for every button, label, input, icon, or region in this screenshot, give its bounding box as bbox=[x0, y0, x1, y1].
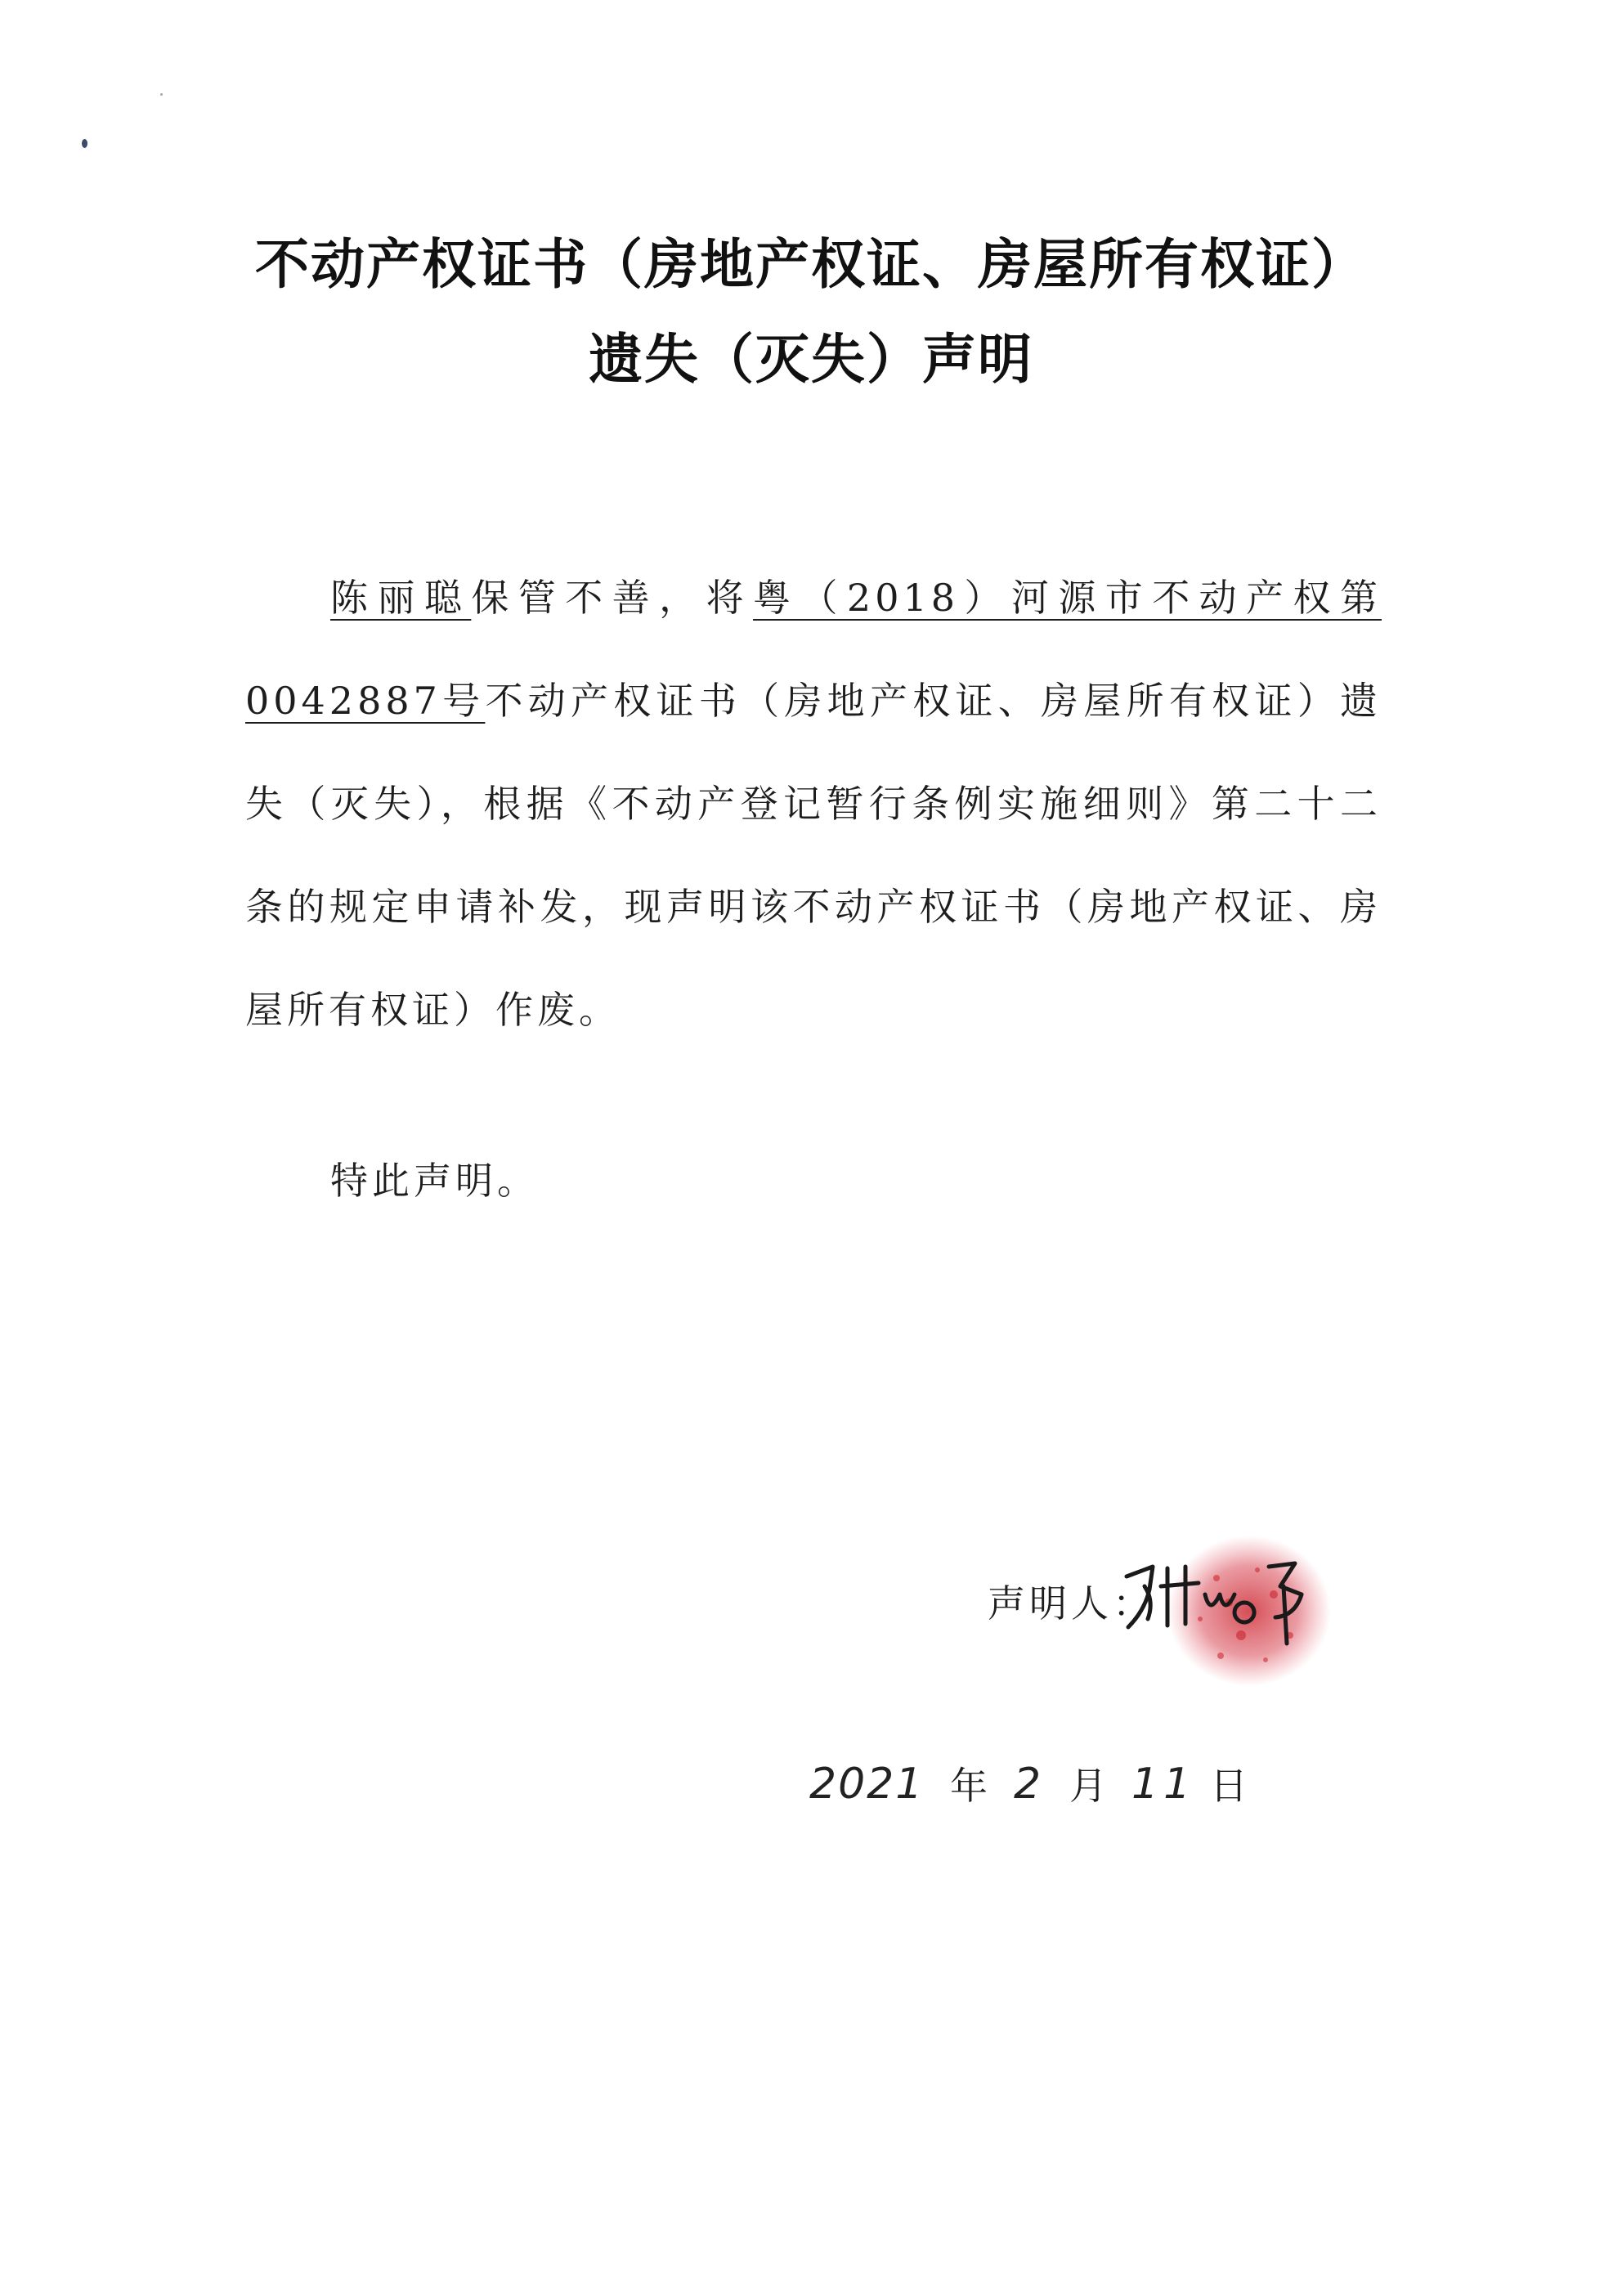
handwritten-signature bbox=[1120, 1537, 1333, 1652]
certificate-number: 粤（2018）河源市不动产权第0042887号 bbox=[245, 576, 1382, 723]
date-year-label: 年 bbox=[950, 1764, 988, 1808]
date-year-handwritten: 2021 bbox=[809, 1760, 925, 1809]
document-title-line1: 不动产权证书（房地产权证、房屋所有权证） bbox=[255, 233, 1367, 296]
scan-speck bbox=[160, 93, 163, 96]
declaration-date bbox=[809, 1742, 1267, 1832]
body-text-segment: 保管不善，将 bbox=[471, 576, 754, 620]
date-day-label: 日 bbox=[1210, 1764, 1248, 1808]
document-title-line2: 遗失（灭失）声明 bbox=[589, 328, 1033, 391]
body-text-segment: 不动产权证书（房地产权证、房屋所有权证）遗失（灭失），根据《不动产登记暂行条例实施细则》第二十二条的规定申请补发，现声明该不动产权证书（房地产权证、房屋所有权证）作废。 bbox=[245, 679, 1382, 1032]
date-month-label: 月 bbox=[1069, 1764, 1107, 1808]
declarant-label: 声明人： bbox=[988, 1581, 1154, 1626]
declaration-body bbox=[245, 546, 1382, 1061]
owner-name: 陈丽聪 bbox=[330, 576, 472, 620]
date-day-handwritten: 11 bbox=[1131, 1760, 1196, 1809]
scan-speck bbox=[82, 139, 87, 148]
date-month-handwritten: 2 bbox=[1014, 1760, 1042, 1809]
closing-statement: 特此声明。 bbox=[330, 1159, 539, 1203]
